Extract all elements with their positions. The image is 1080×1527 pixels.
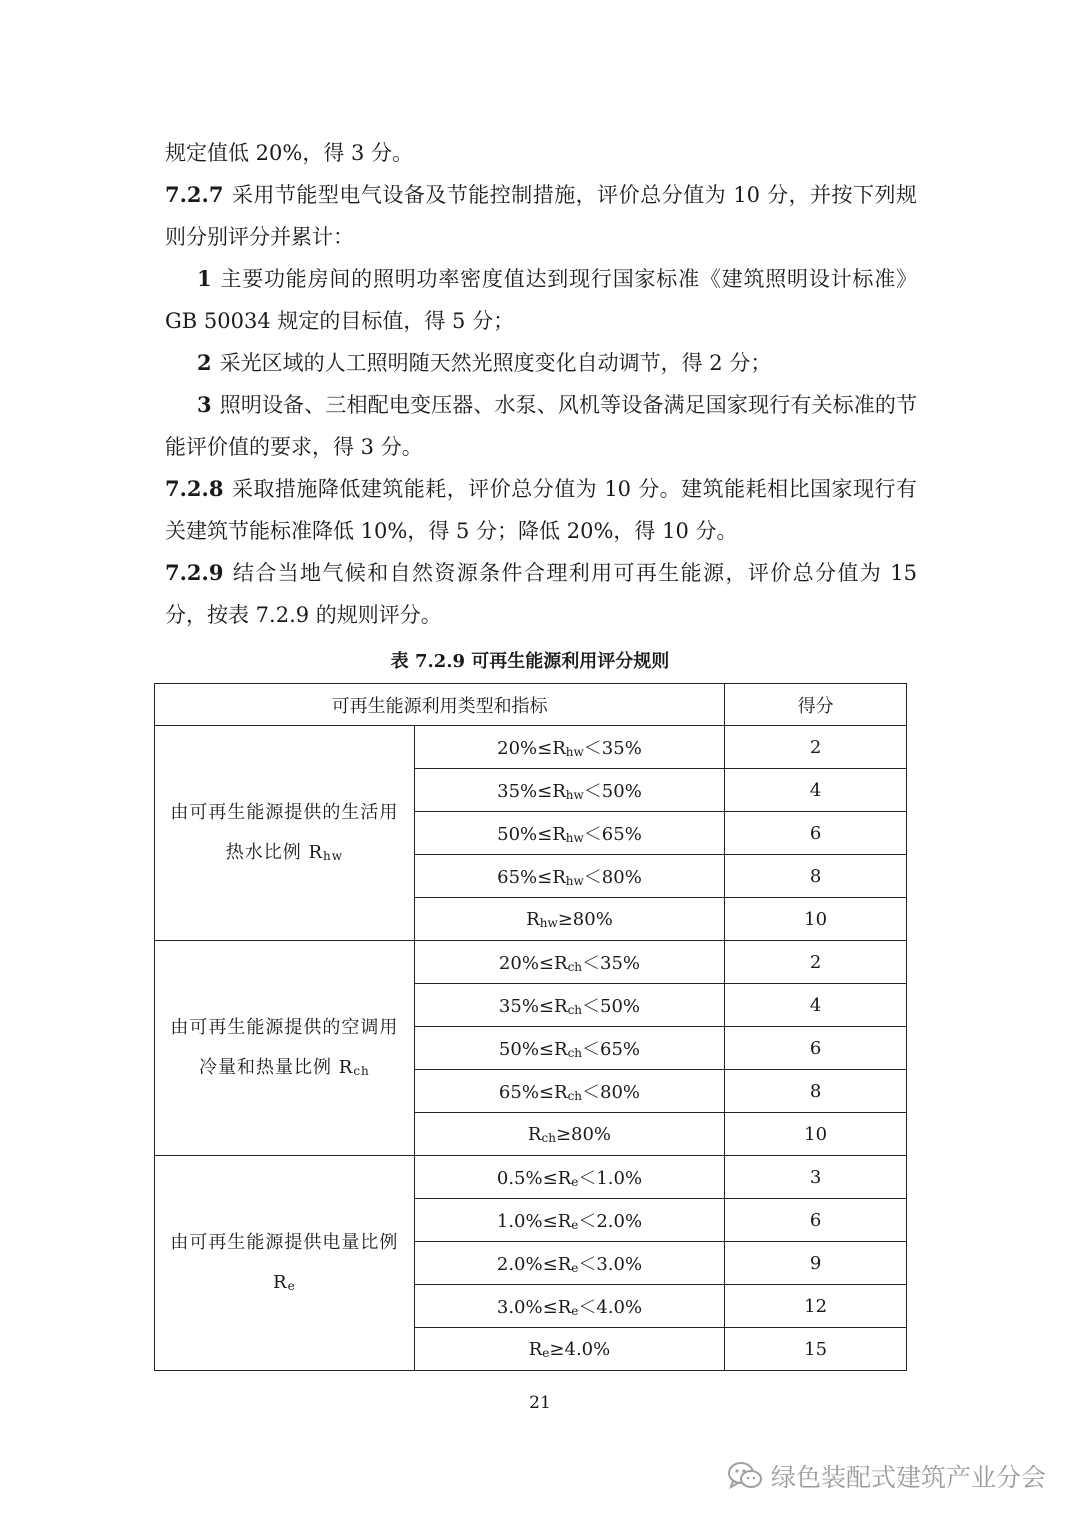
condition-upper: ≥80% [557,908,613,930]
header-type: 可再生能源利用类型和指标 [155,684,725,726]
condition-symbol-subscript: ch [567,1046,583,1060]
clause-number: 7.2.7 [165,182,224,207]
category-symbol: R [338,1057,354,1078]
condition-upper: ＜35% [583,738,642,759]
condition-symbol-subscript: hw [565,874,584,888]
category-symbol-subscript: ch [353,1064,370,1078]
condition-lower: 20%≤ [498,953,555,974]
paragraph [165,384,917,468]
score-cell: 8 [725,855,907,898]
score-cell: 9 [725,1242,907,1285]
condition-symbol-subscript: ch [541,1130,556,1145]
score-cell: 6 [725,1199,907,1242]
condition-cell [414,1113,724,1156]
condition-symbol: R [527,1123,542,1145]
condition-upper: ＜4.0% [578,1297,643,1318]
condition-cell [414,812,724,855]
category-cell [155,941,415,1156]
condition-cell [414,1070,724,1113]
category-label: 由可再生能源提供电量比例 [170,1232,399,1253]
score-cell: 8 [725,1070,907,1113]
condition-lower: 35%≤ [497,781,553,802]
score-cell: 3 [725,1156,907,1199]
category-label: 由可再生能源提供的空调用冷量和热量比例 [170,1017,399,1078]
condition-upper: ≥80% [555,1123,612,1145]
condition-symbol-subscript: hw [565,831,584,845]
condition-upper: ＜1.0% [578,1168,643,1189]
condition-symbol: R [557,1168,572,1189]
condition-cell [414,855,724,898]
table-row [155,1156,907,1199]
condition-symbol-subscript: ch [567,1089,583,1103]
paragraph-text: 规定值低 20%，得 3 分。 [165,141,414,165]
watermark [727,1456,1046,1496]
score-cell: 6 [725,812,907,855]
condition-upper: ＜80% [583,867,642,888]
condition-cell [414,1285,724,1328]
condition-symbol-subscript: e [571,1304,579,1318]
condition-cell [414,1027,724,1070]
condition-symbol: R [552,824,566,845]
condition-symbol-subscript: e [571,1261,579,1275]
score-cell: 15 [725,1328,907,1371]
paragraph [165,174,917,258]
condition-cell [414,1328,724,1371]
condition-lower: 20%≤ [497,738,553,759]
condition-upper: ＜2.0% [578,1211,643,1232]
score-cell: 2 [725,941,907,984]
condition-cell [414,726,724,769]
condition-cell [414,1199,724,1242]
table-row [155,941,907,984]
paragraph [165,468,917,552]
condition-cell [414,984,724,1027]
paragraph [165,258,917,342]
condition-symbol: R [526,908,540,930]
paragraph-text: 采用节能型电气设备及节能控制措施，评价总分值为 10 分，并按下列规则分别评分并累计： [165,183,917,249]
header-score: 得分 [725,684,907,726]
condition-symbol: R [554,1082,568,1103]
condition-cell [414,1242,724,1285]
score-cell: 10 [725,898,907,941]
condition-upper: ≥4.0% [549,1338,611,1360]
condition-lower: 35%≤ [498,996,555,1017]
condition-symbol-subscript: hw [565,745,584,759]
condition-symbol-subscript: hw [539,915,558,930]
table-header-row [155,684,907,726]
clause-number: 1 [197,266,212,291]
paragraph-text: 结合当地气候和自然资源条件合理利用可再生能源，评价总分值为 15 分，按表 7.2.9 的规则评分。 [165,561,917,627]
condition-upper: ＜50% [582,996,641,1017]
condition-lower: 0.5%≤ [496,1168,558,1189]
watermark-text: 绿色装配式建筑产业分会 [770,1463,1046,1492]
score-table [154,683,907,1371]
condition-lower: 50%≤ [497,824,553,845]
paragraph-text: 采取措施降低建筑能耗，评价总分值为 10 分。建筑能耗相比国家现行有关建筑节能标准降低 10%，得 5 分；降低 20%，得 10 分。 [165,477,917,543]
condition-symbol: R [552,867,566,888]
condition-symbol: R [557,1297,572,1318]
condition-lower: 1.0%≤ [496,1211,558,1232]
score-cell: 2 [725,726,907,769]
condition-symbol: R [557,1254,572,1275]
condition-upper: ＜35% [582,953,641,974]
table-body [155,726,907,1371]
score-cell: 4 [725,769,907,812]
category-symbol: R [308,842,324,863]
condition-upper: ＜80% [582,1082,641,1103]
paragraph [165,552,917,636]
condition-symbol-subscript: hw [565,788,584,802]
paragraph-text: 主要功能房间的照明功率密度值达到现行国家标准《建筑照明设计标准》GB 50034 规定的目标值，得 5 分； [165,267,917,333]
condition-lower: 2.0%≤ [496,1254,558,1275]
condition-symbol: R [552,781,566,802]
condition-cell [414,1156,724,1199]
condition-cell [414,769,724,812]
condition-upper: ＜50% [583,781,642,802]
condition-upper: ＜65% [582,1039,641,1060]
score-cell: 12 [725,1285,907,1328]
score-cell: 6 [725,1027,907,1070]
body-text [165,132,917,636]
condition-symbol: R [554,1039,568,1060]
condition-symbol: R [554,996,568,1017]
page-number: 21 [529,1393,551,1413]
condition-symbol-subscript: ch [567,960,583,974]
clause-number: 3 [197,392,212,417]
condition-cell [414,898,724,941]
condition-lower: 3.0%≤ [496,1297,558,1318]
category-label: 由可再生能源提供的生活用热水比例 [170,802,399,863]
condition-symbol: R [554,953,568,974]
condition-symbol-subscript: e [571,1175,579,1189]
score-cell: 10 [725,1113,907,1156]
condition-lower: 65%≤ [498,1082,555,1103]
paragraph-text: 采光区域的人工照明随天然光照度变化自动调节，得 2 分； [219,351,772,375]
category-cell [155,726,415,941]
category-cell [155,1156,415,1371]
condition-lower: 65%≤ [497,867,553,888]
category-symbol-subscript: hw [323,849,344,863]
condition-symbol: R [557,1211,572,1232]
table-row [155,726,907,769]
category-symbol-subscript: e [287,1279,296,1293]
wechat-icon [727,1460,763,1492]
paragraph [165,132,917,174]
condition-lower: 50%≤ [498,1039,555,1060]
condition-upper: ＜3.0% [578,1254,643,1275]
clause-number: 2 [197,350,212,375]
score-cell: 4 [725,984,907,1027]
table-caption: 表 7.2.9 可再生能源利用评分规则 [390,651,670,672]
clause-number: 7.2.8 [165,476,224,501]
condition-cell [414,941,724,984]
paragraph [165,342,917,384]
condition-symbol: R [528,1338,543,1360]
condition-upper: ＜65% [583,824,642,845]
condition-symbol: R [552,738,566,759]
clause-number: 7.2.9 [165,560,224,585]
category-symbol: R [273,1272,288,1293]
paragraph-text: 照明设备、三相配电变压器、水泵、风机等设备满足国家现行有关标准的节能评价值的要求，得 3 分。 [165,393,917,459]
condition-symbol-subscript: e [571,1218,579,1232]
condition-symbol-subscript: e [542,1345,550,1360]
condition-symbol-subscript: ch [567,1003,583,1017]
